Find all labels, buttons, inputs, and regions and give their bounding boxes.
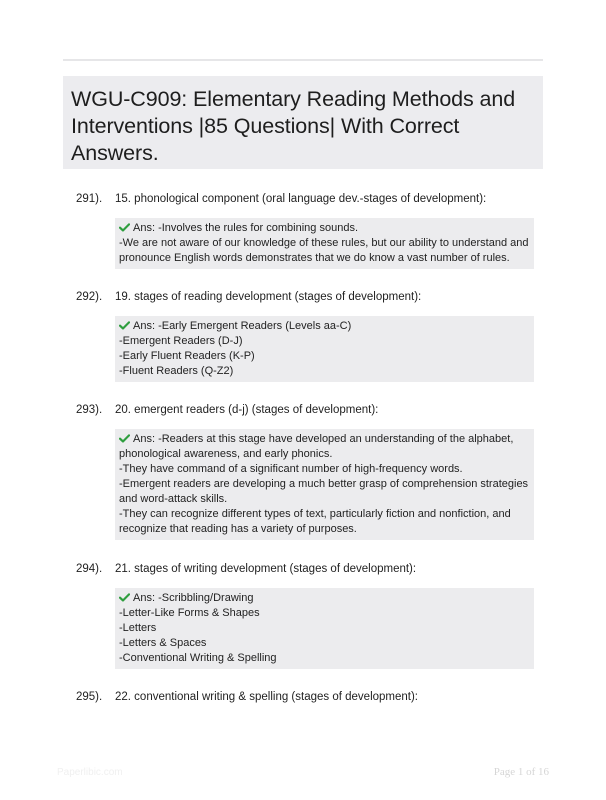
answer-box [115, 588, 534, 669]
answer-box [115, 429, 534, 540]
question-number: 294). [76, 563, 103, 575]
answer-line: -They can recognize different types of text, particularly fiction and nonfiction, and [119, 508, 511, 520]
footer-watermark: Paperlibic.com [57, 767, 123, 778]
answer-line: Ans: -Involves the rules for combining sounds. [119, 221, 530, 236]
question-number: 293). [76, 404, 103, 416]
check-icon [119, 593, 130, 602]
question-text: 21. stages of writing development (stages of development): [115, 563, 417, 575]
answer-line: phonological awareness, and early phonics. [119, 448, 333, 460]
answer-line: Ans: -Scribbling/Drawing [119, 591, 530, 606]
question-text: 20. emergent readers (d-j) (stages of development): [115, 404, 379, 416]
answer-line: -Letters [119, 622, 157, 634]
answer-line: Ans: -Early Emergent Readers (Levels aa-C) [119, 319, 530, 334]
check-icon [119, 434, 130, 443]
question-text: 15. phonological component (oral language dev.-stages of development): [115, 193, 487, 205]
answer-box [115, 218, 534, 269]
check-icon [119, 321, 130, 330]
answer-line: -Early Fluent Readers (K-P) [119, 350, 255, 362]
answer-line: recognize that reading has a variety of purposes. [119, 523, 357, 535]
answer-line: -Letters & Spaces [119, 637, 207, 649]
question-number: 295). [76, 691, 103, 703]
answer-line: -We are not aware of our knowledge of these rules, but our ability to understand and [119, 237, 529, 249]
answer-line: -Emergent Readers (D-J) [119, 335, 243, 347]
question-text: 22. conventional writing & spelling (stages of development): [115, 691, 419, 703]
check-icon [119, 223, 130, 232]
answer-line: Ans: -Readers at this stage have developed an understanding of the alphabet, [119, 432, 530, 447]
question-number: 291). [76, 193, 103, 205]
answer-line: pronounce English words demonstrates that we do know a vast number of rules. [119, 252, 510, 264]
answer-line: and word-attack skills. [119, 493, 228, 505]
title-banner [63, 76, 543, 169]
top-divider [63, 59, 543, 61]
question-number: 292). [76, 291, 103, 303]
answer-line: -Emergent readers are developing a much better grasp of comprehension strategies [119, 478, 529, 490]
document-title: WGU-C909: Elementary Reading Methods and Interventions |85 Questions| With Correct Answers. [71, 87, 516, 165]
answer-line: -Conventional Writing & Spelling [119, 652, 277, 664]
answer-line: -Letter-Like Forms & Shapes [119, 607, 260, 619]
question-text: 19. stages of reading development (stages of development): [115, 291, 422, 303]
answer-box [115, 316, 534, 382]
page-indicator: Page 1 of 16 [493, 766, 549, 778]
answer-line: -They have command of a significant number of high-frequency words. [119, 463, 463, 475]
answer-line: -Fluent Readers (Q-Z2) [119, 365, 234, 377]
